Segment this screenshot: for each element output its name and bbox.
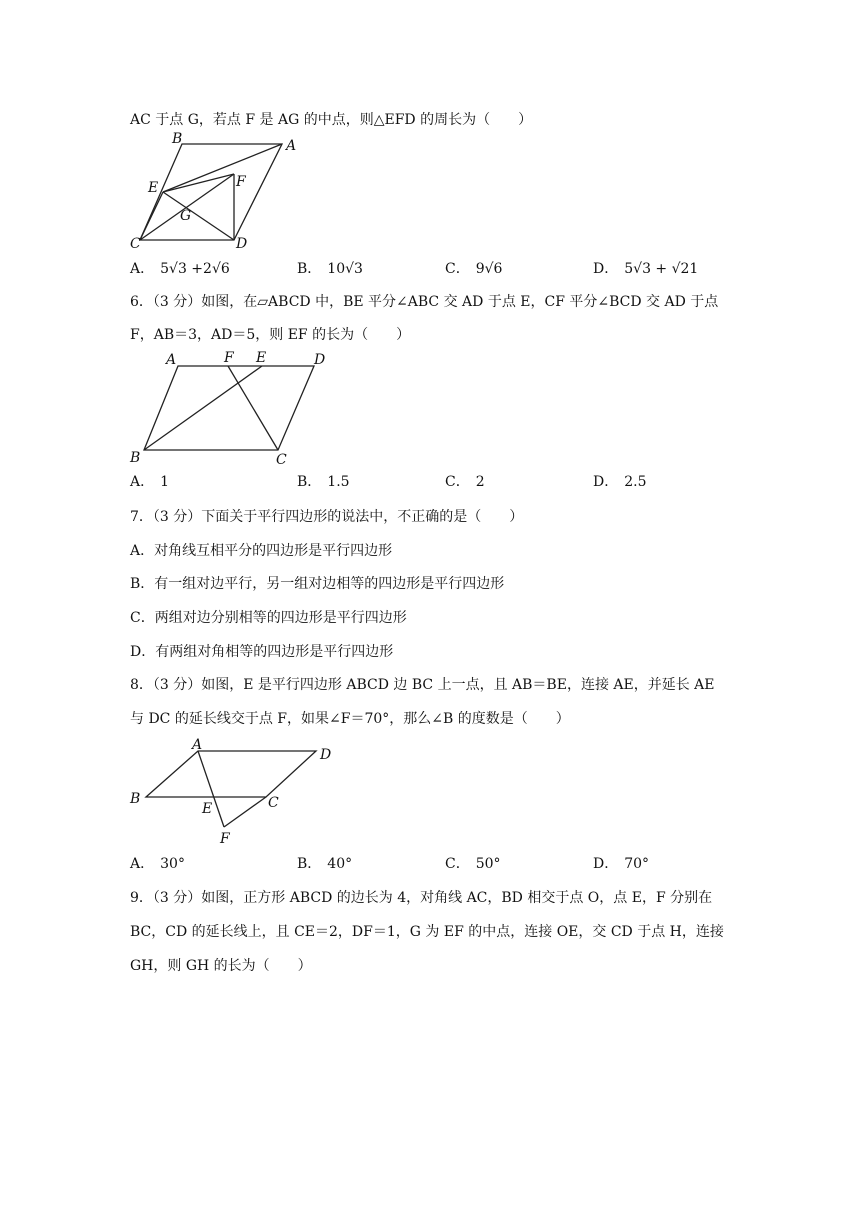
- q5-label-c: C: [130, 236, 141, 252]
- q6-option-d[interactable]: [593, 472, 647, 492]
- option-text: 10√3: [327, 261, 363, 277]
- q5-option-d[interactable]: [593, 259, 698, 279]
- q6-label-d: D: [314, 352, 326, 368]
- q6-option-b[interactable]: [297, 472, 350, 492]
- q8-label-d: D: [320, 747, 332, 763]
- q8-option-a[interactable]: [130, 854, 185, 874]
- q5-label-b: B: [172, 131, 183, 147]
- q8-option-d[interactable]: [593, 854, 649, 874]
- option-letter: C．: [445, 261, 470, 277]
- option-text: 70°: [624, 856, 650, 872]
- option-text: 对角线互相平分的四边形是平行四边形: [154, 543, 393, 559]
- q8-label-c: C: [268, 795, 279, 811]
- q7-option-a[interactable]: [130, 541, 392, 561]
- option-letter: C．: [445, 474, 470, 490]
- q5-label-f: F: [236, 174, 246, 190]
- q6-label-a: A: [166, 352, 177, 368]
- q6-label-c: C: [276, 452, 287, 468]
- q6-option-a[interactable]: [130, 472, 169, 492]
- option-letter: A．: [130, 856, 155, 872]
- option-letter: B．: [297, 474, 322, 490]
- option-letter: A．: [130, 543, 155, 559]
- q5-stem-line: AC 于点 G，若点 F 是 AG 的中点，则△EFD 的周长为（ ）: [130, 112, 533, 128]
- q6-label-e: E: [256, 350, 267, 366]
- option-text: 30°: [160, 856, 185, 872]
- option-letter: B．: [130, 576, 155, 592]
- q8-label-f: F: [220, 831, 230, 847]
- q8-option-b[interactable]: [297, 854, 352, 874]
- option-letter: D．: [593, 856, 619, 872]
- q6-segment-cf: [228, 366, 278, 450]
- q5-label-e: E: [148, 180, 159, 196]
- option-text: 有两组对角相等的四边形是平行四边形: [155, 644, 394, 660]
- option-letter: D．: [593, 474, 619, 490]
- q5-figure: [130, 131, 310, 254]
- q6-figure: [130, 350, 340, 470]
- q7-option-c[interactable]: [130, 608, 407, 628]
- q5-label-a: A: [286, 138, 297, 154]
- q9-stem-line-2: BC，CD 的延长线上，且 CE＝2，DF＝1，G 为 EF 的中点，连接 OE，交 CD 于点 H，连接: [130, 924, 724, 940]
- q8-stem-line-2: 与 DC 的延长线交于点 F，如果∠F＝70°，那么∠B 的度数是（ ）: [130, 711, 570, 727]
- q5-option-b[interactable]: [297, 259, 363, 279]
- q5-segment-ef: [163, 174, 234, 192]
- option-letter: C．: [130, 610, 155, 626]
- q7-stem-line: 7．（3 分）下面关于平行四边形的说法中，不正确的是（ ）: [130, 509, 524, 525]
- option-letter: A．: [130, 261, 155, 277]
- option-text: 2: [475, 474, 485, 490]
- option-text: 1: [160, 474, 170, 490]
- q8-parallelogram: [146, 751, 316, 797]
- q5-option-a[interactable]: [130, 259, 230, 279]
- option-letter: B．: [297, 856, 322, 872]
- q6-stem-line-1: 6．（3 分）如图，在▱ABCD 中，BE 平分∠ABC 交 AD 于点 E，CF 平分∠BCD 交 AD 于点: [130, 294, 719, 310]
- q8-label-b: B: [130, 791, 141, 807]
- option-text: 50°: [475, 856, 501, 872]
- option-text: 1.5: [327, 474, 350, 490]
- q8-stem-line-1: 8．（3 分）如图，E 是平行四边形 ABCD 边 BC 上一点，且 AB＝BE，连接 AE，并延长 AE: [130, 677, 715, 693]
- q5-label-d: D: [236, 236, 248, 252]
- option-text: 9√6: [475, 261, 503, 277]
- q5-option-c[interactable]: [445, 259, 502, 279]
- option-text: 2.5: [624, 474, 647, 490]
- q8-segment-cf: [224, 797, 266, 827]
- q5-segment-ea: [163, 144, 282, 192]
- q6-parallelogram: [144, 366, 314, 450]
- q8-figure: [130, 735, 350, 850]
- option-text: 5√3 +2√6: [160, 261, 230, 277]
- q8-option-c[interactable]: [445, 854, 501, 874]
- q6-option-c[interactable]: [445, 472, 485, 492]
- q5-label-g: G: [180, 208, 192, 224]
- q6-label-f: F: [224, 350, 234, 366]
- option-letter: A．: [130, 474, 155, 490]
- option-letter: D．: [130, 644, 156, 660]
- q9-stem-line-3: GH，则 GH 的长为（ ）: [130, 958, 312, 974]
- q9-stem-line-1: 9．（3 分）如图，正方形 ABCD 的边长为 4，对角线 AC，BD 相交于点 O，点 E，F 分别在: [130, 890, 713, 906]
- q5-segment-ec: [140, 192, 163, 240]
- q7-option-b[interactable]: [130, 574, 504, 594]
- q8-label-a: A: [192, 737, 203, 753]
- q8-label-e: E: [202, 801, 213, 817]
- q6-stem-line-2: F，AB＝3，AD＝5，则 EF 的长为（ ）: [130, 327, 411, 343]
- q7-option-d[interactable]: [130, 642, 393, 662]
- q6-label-b: B: [130, 450, 141, 466]
- option-letter: D．: [593, 261, 619, 277]
- option-letter: B．: [297, 261, 322, 277]
- option-text: 40°: [327, 856, 353, 872]
- option-text: 5√3 + √21: [624, 261, 699, 277]
- option-letter: C．: [445, 856, 470, 872]
- option-text: 两组对边分别相等的四边形是平行四边形: [154, 610, 407, 626]
- option-text: 有一组对边平行，另一组对边相等的四边形是平行四边形: [154, 576, 505, 592]
